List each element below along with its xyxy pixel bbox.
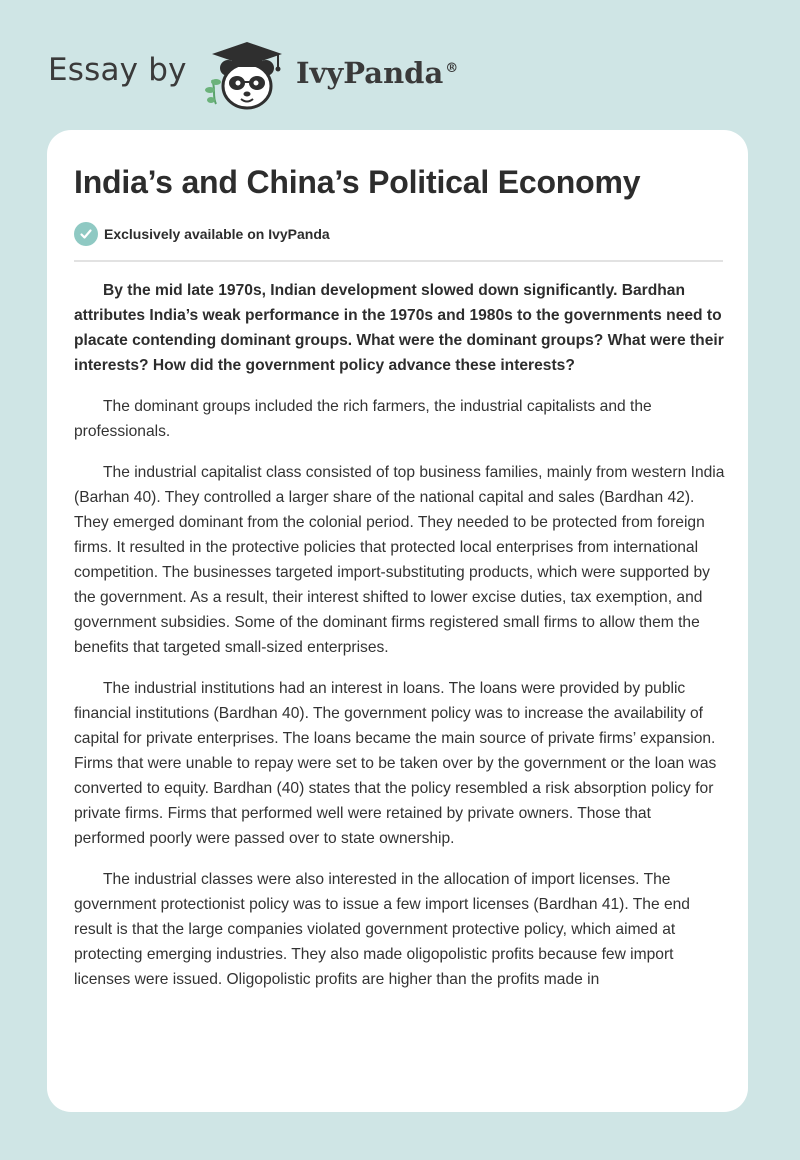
essay-question: By the mid late 1970s, Indian development slowed down significantly. Bardhan attributes India’s weak performance in the 1970s and 1980s to the governments need to placate contending dominant groups. What were the dominant groups? What were their interests? How did the government policy advance these interests?	[74, 282, 724, 374]
essay-paragraph: The industrial capitalist class consisted of top business families, mainly from western India (Barhan 40). They controlled a larger share of the national capital and sales (Bardhan 42). They emerged dominant from the colonial period. They needed to be protected from foreign firms. It resulted in the protective policies that protected local enterprises from international competition. The businesses targeted import-substituting products, which were supported by the government. As a result, their interest shifted to lower excise duties, tax exemption, and government subsidies. Some of the dominant firms registered small firms to allow them the benefits that targeted small-sized enterprises.	[74, 464, 725, 656]
essay-card	[47, 130, 748, 1112]
essay-paragraph: The dominant groups included the rich farmers, the industrial capitalists and the professionals.	[74, 398, 652, 440]
exclusive-label: Exclusively available on IvyPanda	[104, 226, 330, 242]
site-header	[48, 34, 548, 114]
ivypanda-brand	[296, 56, 458, 90]
essay-title: India’s and China’s Political Economy	[74, 164, 641, 200]
essay-by-label: Essay by	[48, 52, 187, 88]
panda-logo-icon	[202, 38, 292, 112]
divider	[74, 260, 723, 262]
exclusive-badge	[74, 222, 330, 246]
essay-paragraph: The industrial institutions had an interest in loans. The loans were provided by public financial institutions (Bardhan 40). The government policy was to increase the availability of capital for private enterprises. The loans became the main source of private firms’ expansion. Firms that were unable to repay were set to be taken over by the government or the loan was converted to equity. Bardhan (40) states that the policy resembled a risk absorption policy for private firms. Firms that performed well were retained by private owners. Those that performed poorly were passed over to state ownership.	[74, 680, 717, 847]
registered-mark: ®	[445, 61, 459, 77]
brand-name-text: IvyPanda	[296, 56, 444, 90]
essay-paragraph: The industrial classes were also interested in the allocation of import licenses. The government protectionist policy was to issue a few import licenses (Bardhan 41). The end result is that the large companies violated government protective policy, which aimed at protecting emerging industries. They also made oligopolistic profits because few import licenses were issued. Oligopolistic profits are higher than the profits made in	[74, 871, 690, 988]
check-circle-icon	[74, 222, 98, 246]
essay-body	[74, 278, 725, 1008]
